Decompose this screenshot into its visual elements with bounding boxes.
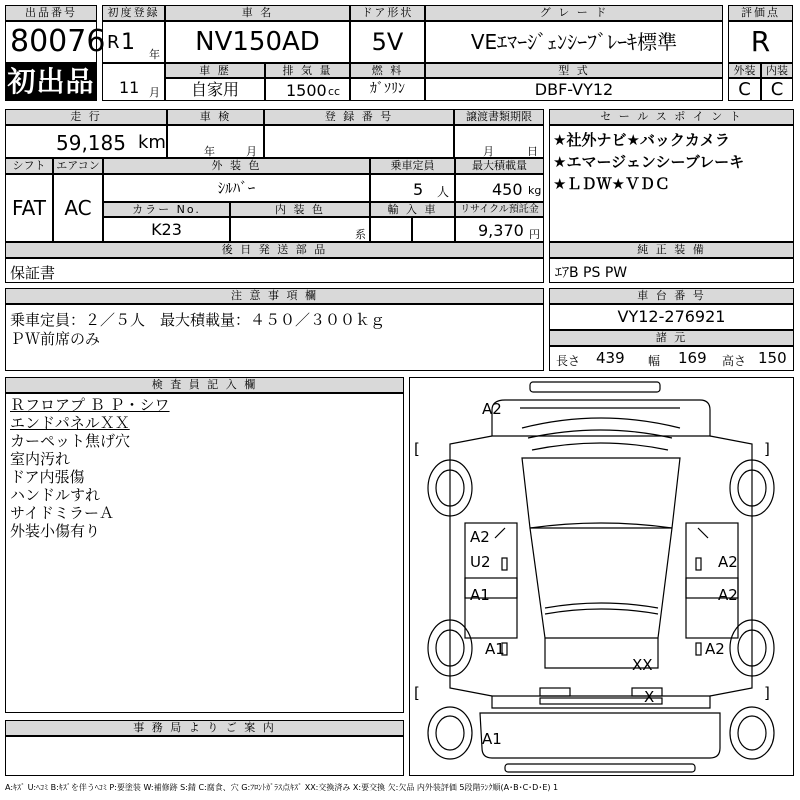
lot-number: 80076	[10, 24, 106, 59]
color-label: 外 装 色	[103, 158, 370, 174]
damage-mark: X	[644, 688, 655, 706]
history-label: 車 歴	[165, 63, 265, 78]
capacity-unit: 人	[437, 185, 450, 199]
lot-number-cell	[5, 21, 106, 63]
damage-mark: A2	[470, 528, 490, 546]
later-parts-cell	[5, 258, 544, 283]
month-unit: 月	[149, 86, 160, 99]
plate-cell	[264, 125, 454, 158]
int-color-label: 内 装 色	[230, 202, 370, 217]
inspector-line: サイドミラーＡ	[10, 504, 114, 522]
legend: A:ｷｽﾞ U:ﾍｺﾐ B:ｷｽﾞを伴うﾍｺﾐ P:要塗装 W:補修跡 S:錆 C:腐食、穴 G:ﾌﾛﾝﾄｶﾞﾗｽ点ｷｽﾞ XX:交換済み X:要交換 欠:欠品 内外装評価 5段階ﾗﾝｸ順(A･B･C･D･E) 1	[5, 783, 559, 792]
interior-label: 内装	[761, 63, 793, 78]
inspector-label: 検 査 員 記 入 欄	[5, 377, 404, 393]
displacement-cell	[265, 78, 350, 101]
fuel-label: 燃 料	[350, 63, 425, 78]
shift: FAT	[5, 174, 53, 242]
inspector-line: カーペット焦げ穴	[10, 432, 131, 450]
ac-label: エアコン	[53, 158, 103, 174]
damage-mark: A1	[485, 640, 505, 658]
doc-month-unit: 月	[483, 145, 494, 158]
reg-year: 1	[121, 30, 135, 55]
mileage-label: 走 行	[5, 109, 167, 125]
cc-unit: cc	[328, 85, 341, 98]
inspector-line: 外装小傷有り	[10, 522, 101, 540]
int-color-unit: 系	[355, 228, 366, 241]
damage-mark: A2	[482, 400, 502, 418]
inspector-line: ドア内張傷	[10, 468, 85, 486]
inspector-line: エンドパネルＸＸ	[10, 414, 130, 432]
notes-cell	[5, 304, 544, 371]
genuine-equip-label: 純 正 装 備	[549, 242, 794, 258]
chassis-number: VY12-276921	[549, 304, 794, 330]
interior-score: C	[761, 78, 793, 101]
grade-label: グ レ ー ド	[425, 5, 723, 21]
car-outline	[410, 378, 793, 775]
office-label: 事 務 局 よ り ご 案 内	[5, 720, 404, 736]
damage-mark: A2	[718, 586, 738, 604]
model: DBF-VY12	[425, 78, 723, 101]
max-load-label: 最大積載量	[455, 158, 544, 174]
color-no-label: カラー No.	[103, 202, 230, 217]
score: R	[728, 21, 793, 63]
inspection-label: 車 検	[167, 109, 264, 125]
chassis-label: 車 台 番 号	[549, 288, 794, 304]
car-name: NV150AD	[165, 21, 350, 63]
recycle-label: リサイクル預託金	[455, 202, 544, 217]
recycle-fee: 9,370	[478, 221, 524, 240]
damage-mark: A1	[470, 586, 490, 604]
damage-diagram	[409, 377, 794, 776]
import-cell-b	[412, 217, 455, 242]
import-cell-a	[370, 217, 412, 242]
reg-month: 11	[119, 78, 140, 97]
capacity-cell	[370, 174, 455, 202]
inspector-line: ハンドルすれ	[10, 486, 101, 504]
specs-label: 諸 元	[549, 330, 794, 346]
sales-point: ★ＬＤＷ★ＶＤＣ	[553, 175, 670, 193]
exterior-score: C	[728, 78, 761, 101]
bracket-mark: ]	[764, 684, 770, 702]
km-unit: km	[138, 132, 166, 153]
plate-label: 登 録 番 号	[264, 109, 454, 125]
model-label: 型 式	[425, 63, 723, 78]
displacement-label: 排 気 量	[265, 63, 350, 78]
door-type: 5V	[350, 21, 425, 63]
specs-cell	[549, 346, 794, 371]
fuel: ｶﾞｿﾘﾝ	[350, 78, 425, 101]
import-label: 輸 入 車	[370, 202, 455, 217]
damage-mark: U2	[470, 553, 491, 571]
doc-day-unit: 日	[527, 145, 538, 158]
mileage: 59,185	[56, 131, 126, 155]
sales-points-label: セ ー ル ス ポ イ ン ト	[549, 109, 794, 125]
capacity-label: 乗車定員	[370, 158, 455, 174]
later-parts-label: 後 日 発 送 部 品	[5, 242, 544, 258]
inspector-line: Ｒフロアプ Ｂ Ｐ・シワ	[10, 396, 170, 414]
door-label: ドア形状	[350, 5, 425, 21]
sales-point: ★エマージェンシーブレーキ	[553, 153, 745, 171]
history: 自家用	[165, 78, 265, 101]
sales-points-box	[549, 125, 794, 242]
recycle-cell	[455, 217, 544, 242]
era: R	[107, 32, 120, 53]
width-label: 幅	[648, 354, 661, 368]
bracket-mark: [	[414, 440, 420, 458]
displacement: 1500	[286, 81, 327, 100]
color-no: K23	[103, 217, 230, 242]
color: ｼﾙﾊﾞｰ	[103, 174, 370, 202]
yen-unit: 円	[529, 228, 540, 241]
length: 439	[596, 349, 625, 367]
exterior-label: 外装	[728, 63, 761, 78]
bracket-mark: [	[414, 684, 420, 702]
mileage-cell	[5, 125, 167, 158]
insp-year-unit: 年	[204, 145, 215, 158]
capacity: 5	[413, 180, 424, 199]
year-unit: 年	[149, 48, 160, 61]
first-listing-badge: 初出品	[5, 63, 97, 101]
grade: VEｴﾏｰｼﾞｪﾝｼｰﾌﾞﾚｰｷ標準	[425, 21, 723, 63]
genuine-equip-cell	[549, 258, 794, 283]
max-load: 450	[492, 180, 523, 199]
height: 150	[758, 349, 787, 367]
later-parts: 保証書	[10, 264, 56, 282]
kg-unit: kg	[528, 184, 542, 197]
damage-mark: XX	[632, 656, 653, 674]
height-label: 高さ	[722, 354, 747, 368]
bracket-mark: ]	[764, 440, 770, 458]
insp-month-unit: 月	[246, 145, 257, 158]
max-load-cell	[455, 174, 544, 202]
damage-mark: A1	[482, 730, 502, 748]
inspector-box	[5, 393, 404, 713]
notes-label: 注 意 事 項 欄	[5, 288, 544, 304]
damage-mark: A2	[705, 640, 725, 658]
width: 169	[678, 349, 707, 367]
shift-label: シフト	[5, 158, 53, 174]
score-label: 評価点	[728, 5, 793, 21]
office-box	[5, 736, 404, 776]
note-line: ＰＷ前席のみ	[10, 330, 101, 348]
doc-deadline-cell	[454, 125, 544, 158]
int-color-cell	[230, 217, 370, 242]
note-line: 乗車定員：２／５人 最大積載量：４５０／３００ｋｇ	[10, 311, 386, 329]
inspector-line: 室内汚れ	[10, 450, 71, 468]
doc-deadline-label: 譲渡書類期限	[454, 109, 544, 125]
genuine-equip: ｴｱB PS PW	[555, 265, 628, 281]
ac: AC	[53, 174, 103, 242]
reg-month-cell	[102, 63, 165, 101]
inspection-cell	[167, 125, 264, 158]
car-name-label: 車 名	[165, 5, 350, 21]
first-reg-label: 初度登録	[102, 5, 165, 21]
sales-point: ★社外ナビ★バックカメラ	[553, 131, 730, 149]
length-label: 長さ	[556, 354, 581, 368]
lot-label: 出品番号	[5, 5, 97, 21]
first-reg-cell	[102, 21, 165, 63]
damage-mark: A2	[718, 553, 738, 571]
